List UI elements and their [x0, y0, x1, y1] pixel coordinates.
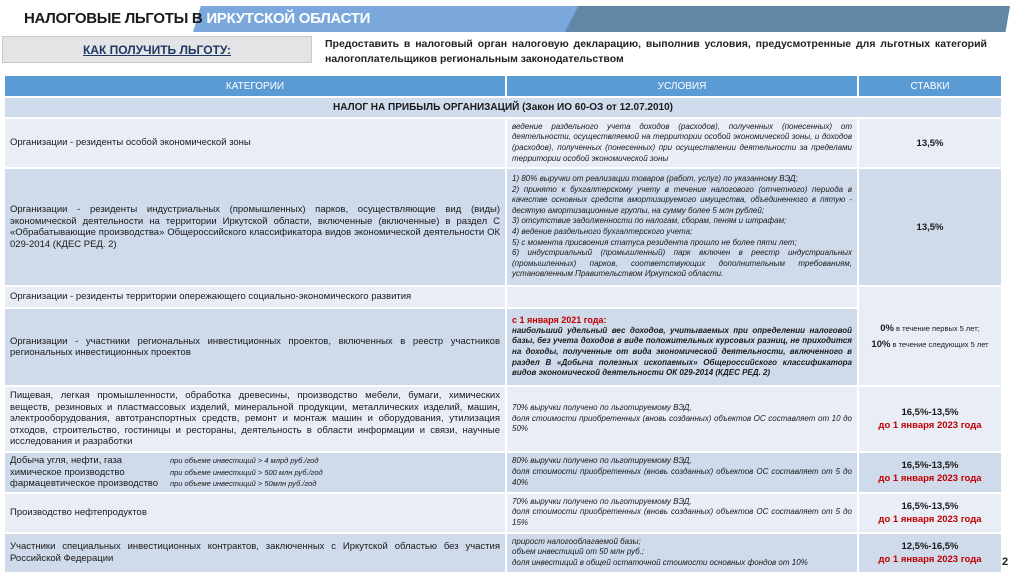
condition-item: 1) 80% выручки от реализации товаров (работ, услуг) по указанному ВЭД;	[512, 174, 798, 184]
category-note: при объеме инвестиций > 50млн руб./год	[170, 479, 317, 488]
rate-value: 10%	[871, 338, 891, 350]
condition-item: доля инвестиций в общей остаточной стоимости основных фондов от 10%	[512, 557, 808, 567]
title-part: НАЛОГОВЫЕ ЛЬГОТЫ В	[24, 10, 207, 27]
header-categories: КАТЕГОРИИ	[4, 75, 506, 97]
condition-item: доля стоимости приобретенных (вновь созданных) объектов ОС составляет от 5 до 15%	[512, 507, 852, 527]
how-to-get-benefit-button[interactable]: КАК ПОЛУЧИТЬ ЛЬГОТУ:	[2, 36, 312, 63]
condition-item: 5) с момента присвоения статуса резидента прошло не более пяти лет;	[512, 237, 797, 247]
rate-term: в течение следующих 5 лет	[890, 339, 989, 349]
header-rates: СТАВКИ	[858, 75, 1002, 97]
table-row	[4, 386, 1002, 452]
category: Пищевая, легкая промышленности, обработка древесины, производство мебели, бумаги, химических веществ, резиновых и пластмассовых изделий, минеральной продукции, металлических изделий, машин, электрооборудования, автотранспортных средств, ремонт и монтаж машин и оборудования, утилизация отходов, строительство, гостиницы и рестораны, деятельность в области информации и связи, научные исследования и разработки	[4, 386, 506, 452]
table-row	[4, 493, 1002, 533]
rate-note: до 1 января 2023 года	[878, 513, 982, 525]
rate-value: 16,5%-13,5%	[901, 407, 959, 418]
condition-item: объем инвестиций от 50 млн руб.;	[512, 547, 645, 557]
category-note: при объеме инвестиций > 4 млрд руб./год	[170, 456, 319, 465]
conditions	[506, 308, 858, 386]
rate-term: в течение первых 5 лет;	[893, 323, 980, 333]
section-title: НАЛОГ НА ПРИБЫЛЬ ОРГАНИЗАЦИЙ (Закон ИО 60-ОЗ от 12.07.2010)	[4, 97, 1002, 118]
conditions: ведение раздельного учета доходов (расходов), полученных (понесенных) от деятельности, осуществляемой на территории особой экономической зоны, и доходов (расходов), полученных (понесенных) при осуществлении деятельности за пределами территории особой экономической зоны	[506, 118, 858, 168]
table-row	[4, 118, 1002, 168]
page-number: 2	[1002, 556, 1009, 568]
conditions-date: с 1 января 2021 года:	[512, 315, 607, 326]
conditions	[506, 493, 858, 533]
rate-value: 12,5%-16,5%	[901, 540, 959, 552]
rate-note: до 1 января 2023 года	[878, 473, 982, 485]
rate-note: до 1 января 2023 года	[878, 553, 982, 565]
shared-rate	[858, 286, 1002, 386]
condition-item: 70% выручки получено по льготируемому ВЭД,	[512, 403, 692, 413]
conditions	[506, 533, 858, 573]
table-row	[4, 286, 1002, 308]
conditions	[506, 386, 858, 452]
table-row	[4, 168, 1002, 286]
page-title	[24, 10, 370, 27]
conditions-empty	[506, 286, 858, 308]
rate	[858, 452, 1002, 493]
rate	[858, 533, 1002, 573]
condition-item: 2) принято к бухгалтерскому учету в течение налогового (отчетного) периода в качестве основных средств амортизируемого имущества, объединенного в пятую - десятую амортизационные группы, на сумму более 5 млн рублей;	[512, 184, 852, 215]
category-name: Добыча угля, нефти, газа	[10, 455, 123, 466]
category: Организации - резиденты особой экономической зоны	[4, 118, 506, 168]
rate-value: 0%	[880, 322, 894, 334]
table-row	[4, 533, 1002, 573]
rate-value: 16,5%-13,5%	[901, 500, 959, 512]
category-name: фармацевтическое производство	[10, 478, 159, 489]
section-row	[4, 97, 1002, 118]
table-row	[4, 452, 1002, 493]
header-conditions: УСЛОВИЯ	[506, 75, 858, 97]
title-part-highlight: ИРКУТСКОЙ ОБЛАСТИ	[206, 10, 371, 27]
rate: 13,5%	[858, 168, 1002, 286]
category: Организации - резиденты индустриальных (промышленных) парков, осуществляющие вид (виды) экономической деятельности на территории Иркутской области, включенные (включенные) в раздел С «Обрабатывающие производства» Общероссийского классификатора видов экономической деятельности ОК 029-2014 (КДЕС РЕД. 2)	[4, 168, 506, 286]
category: Организации - участники региональных инвестиционных проектов, включенных в реестр участников региональных инвестиционных проектов	[4, 308, 506, 386]
conditions	[506, 168, 858, 286]
category-name: химическое производство	[10, 466, 125, 478]
category: Организации - резиденты территории опережающего социально-экономического развития	[4, 286, 506, 308]
rate-note: до 1 января 2023 года	[878, 420, 982, 431]
category: Производство нефтепродуктов	[4, 493, 506, 533]
rate: 13,5%	[858, 118, 1002, 168]
category: Участники специальных инвестиционных контрактов, заключенных с Иркутской областью без участия Российской Федерации	[4, 533, 506, 573]
condition-item: доля стоимости приобретенных (вновь созданных) объектов ОС составляет от 5 до 40%	[512, 466, 852, 487]
condition-item: 4) ведение раздельного бухгалтерского учета;	[512, 227, 693, 236]
condition-item: прирост налогооблагаемой базы;	[512, 536, 641, 546]
condition-item: доля стоимости приобретенных (вновь созданных) объектов ОС составляет от 10 до 50%	[512, 413, 852, 434]
conditions	[506, 452, 858, 493]
condition-item: наибольший удельный вес доходов, учитываемых при определении налоговой базы, без учета доходов в виде положительных курсовых разниц, не приходится на доходы, полученные от вида экономической деятельности, включенного в раздел В «Добыча полезных ископаемых» Общероссийского классификатора видов экономической деятельности ОК 029-2014 (КДЕС РЕД. 2)	[512, 325, 852, 378]
condition-item: 70% выручки получено по льготируемому ВЭД,	[512, 496, 692, 506]
table-header	[4, 75, 1002, 97]
rate	[858, 493, 1002, 533]
rate-value: 16,5%-13,5%	[901, 460, 959, 472]
how-description: Предоставить в налоговый орган налоговую декларацию, выполнив условия, предусмотренные для льготных категорий налогоплательщиков региональным законодательством	[325, 38, 987, 65]
benefits-table	[3, 74, 1003, 574]
category-note: при объеме инвестиций > 500 млн руб./год	[170, 467, 323, 477]
category	[4, 452, 506, 493]
rate	[858, 386, 1002, 452]
title-banner-dark	[565, 6, 1010, 32]
condition-item: 80% выручки получено по льготируемому ВЭД,	[512, 456, 692, 466]
condition-item: 3) отсутствие задолженности по налогам, сборам, пеням и штрафам;	[512, 216, 787, 226]
table-row	[4, 308, 1002, 386]
condition-item: 6) индустриальный (промышленный) парк включен в реестр индустриальных (промышленных) парков, соответствующих дополнительным требованиям, установленным Правительством Иркутской области.	[512, 248, 852, 279]
